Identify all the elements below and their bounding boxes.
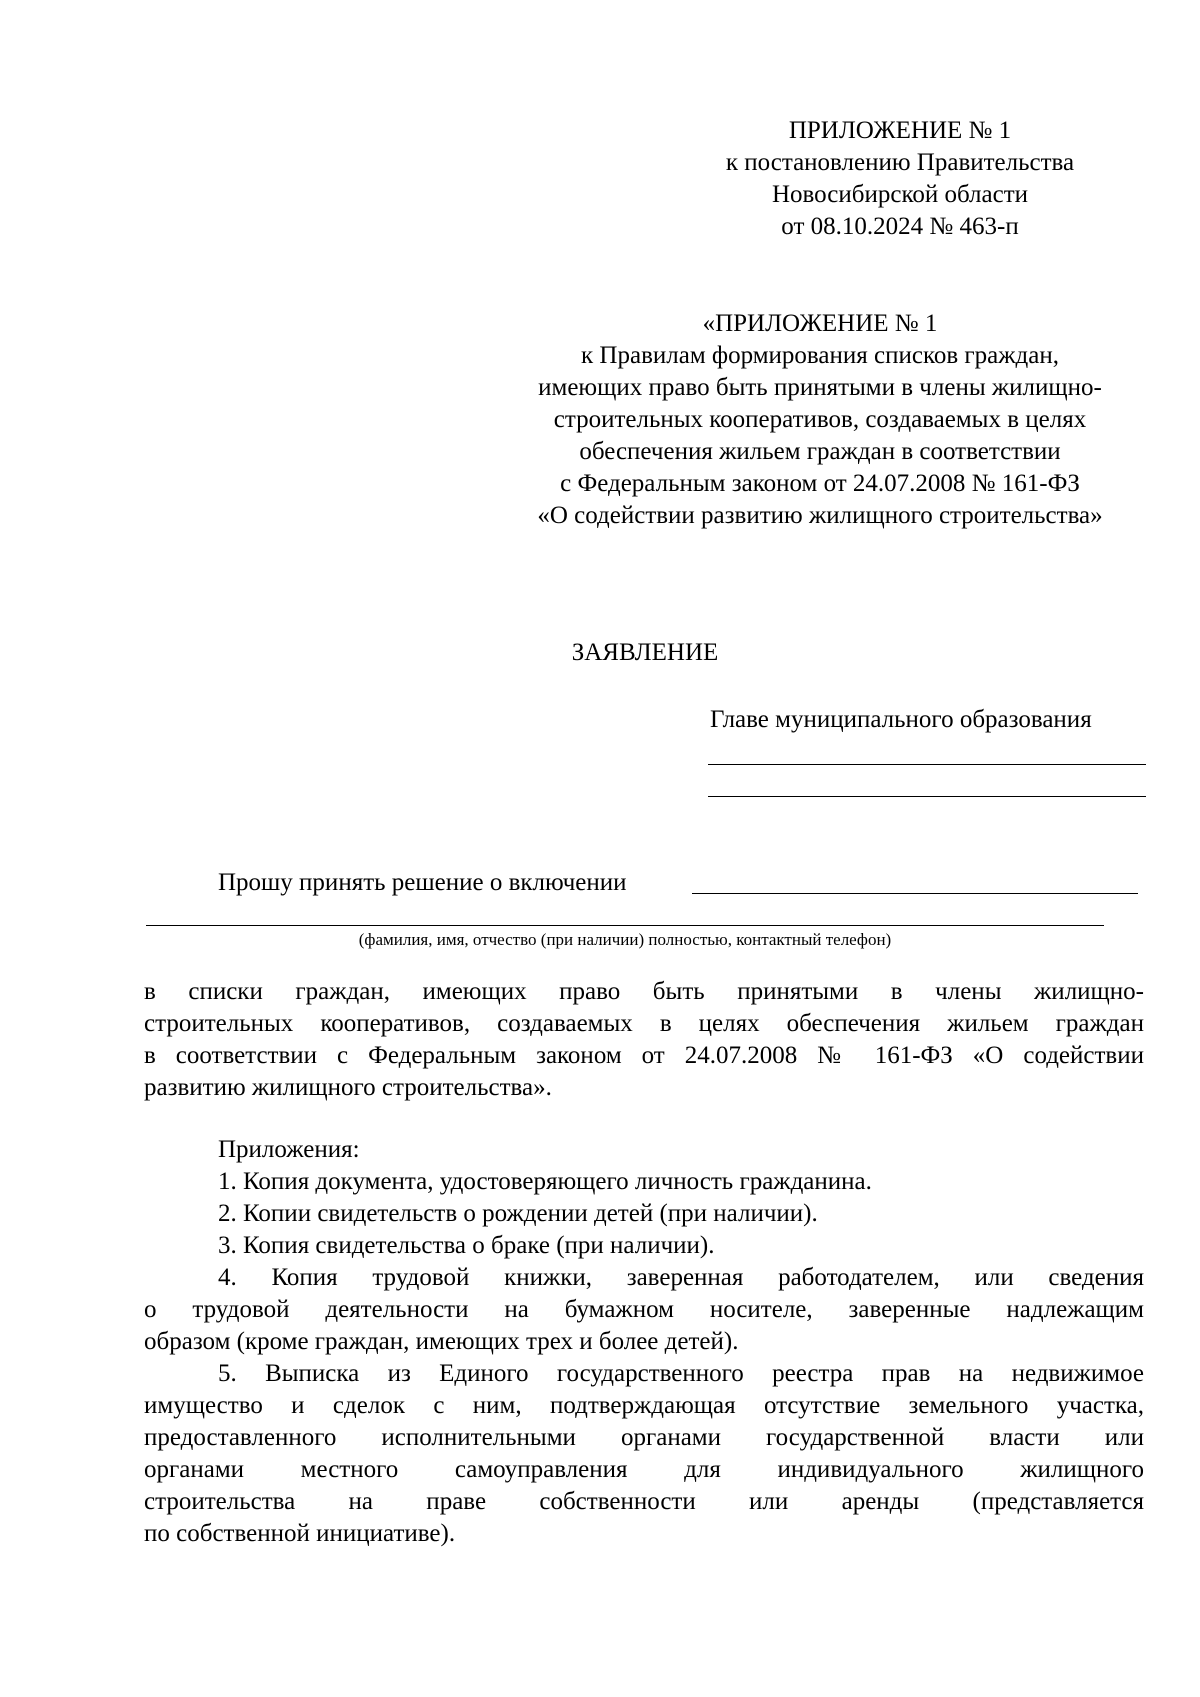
attachment-item-5-line: органами местного самоуправления для индивидуального жилищного [144, 1456, 1144, 1483]
attachments-heading: Приложения: [218, 1136, 360, 1163]
attachment-item-5-line: 5. Выписка из Единого государственного реестра прав на недвижимое [218, 1360, 1144, 1387]
header-appendix-title: ПРИЛОЖЕНИЕ № 1 [788, 117, 1012, 144]
header-rules-appendix-title: «ПРИЛОЖЕНИЕ № 1 [702, 310, 938, 337]
attachment-item-5-line: предоставленного исполнительными органами государственной власти или [144, 1424, 1144, 1451]
addressee-label: Главе муниципального образования [710, 706, 1092, 733]
header-rules-line: строительных кооперативов, создаваемых в целях [553, 406, 1087, 433]
header-rules-line: к Правилам формирования списков граждан, [581, 342, 1059, 369]
body-line: развитию жилищного строительства». [144, 1074, 552, 1101]
header-rules-line: обеспечения жильем граждан в соответствии [579, 438, 1061, 465]
attachment-item-5-line: строительства на праве собственности или аренды (представляется [144, 1488, 1144, 1515]
addressee-blank-line-2 [708, 796, 1146, 797]
attachment-item-1: 1. Копия документа, удостоверяющего личность гражданина. [218, 1168, 872, 1195]
attachment-item-5-line: по собственной инициативе). [144, 1520, 456, 1547]
body-line: строительных кооперативов, создаваемых в целях обеспечения жильем граждан [144, 1010, 1144, 1037]
header-rules-line: «О содействии развитию жилищного строительства» [537, 502, 1103, 529]
header-appendix-line: Новосибирской области [771, 181, 1029, 208]
header-rules-line: с Федеральным законом от 24.07.2008 № 161-ФЗ [560, 470, 1080, 497]
body-line: в соответствии с Федеральным законом от 24.07.2008 № 161-ФЗ «О содействии [144, 1042, 1144, 1069]
applicant-details-blank-line [146, 925, 1104, 926]
attachment-item-2: 2. Копии свидетельств о рождении детей (при наличии). [218, 1200, 818, 1227]
attachment-item-4-line: 4. Копия трудовой книжки, заверенная работодателем, или сведения [218, 1264, 1144, 1291]
applicant-name-blank-line [692, 893, 1138, 894]
attachment-item-4-line: о трудовой деятельности на бумажном носителе, заверенные надлежащим [144, 1296, 1144, 1323]
header-appendix-date-number: от 08.10.2024 № 463-п [781, 213, 1019, 240]
attachment-item-4-line: образом (кроме граждан, имеющих трех и более детей). [144, 1328, 739, 1355]
addressee-blank-line-1 [708, 764, 1146, 765]
applicant-caption: (фамилия, имя, отчество (при наличии) полностью, контактный телефон) [358, 930, 892, 949]
attachment-item-5-line: имущество и сделок с ним, подтверждающая отсутствие земельного участка, [144, 1392, 1144, 1419]
attachment-item-3: 3. Копия свидетельства о браке (при наличии). [218, 1232, 715, 1259]
request-text: Прошу принять решение о включении [218, 869, 627, 896]
header-rules-line: имеющих право быть принятыми в члены жилищно- [538, 374, 1102, 401]
header-appendix-line: к постановлению Правительства [725, 149, 1075, 176]
body-line: в списки граждан, имеющих право быть принятыми в члены жилищно- [144, 978, 1144, 1005]
document-title: ЗАЯВЛЕНИЕ [571, 639, 719, 666]
